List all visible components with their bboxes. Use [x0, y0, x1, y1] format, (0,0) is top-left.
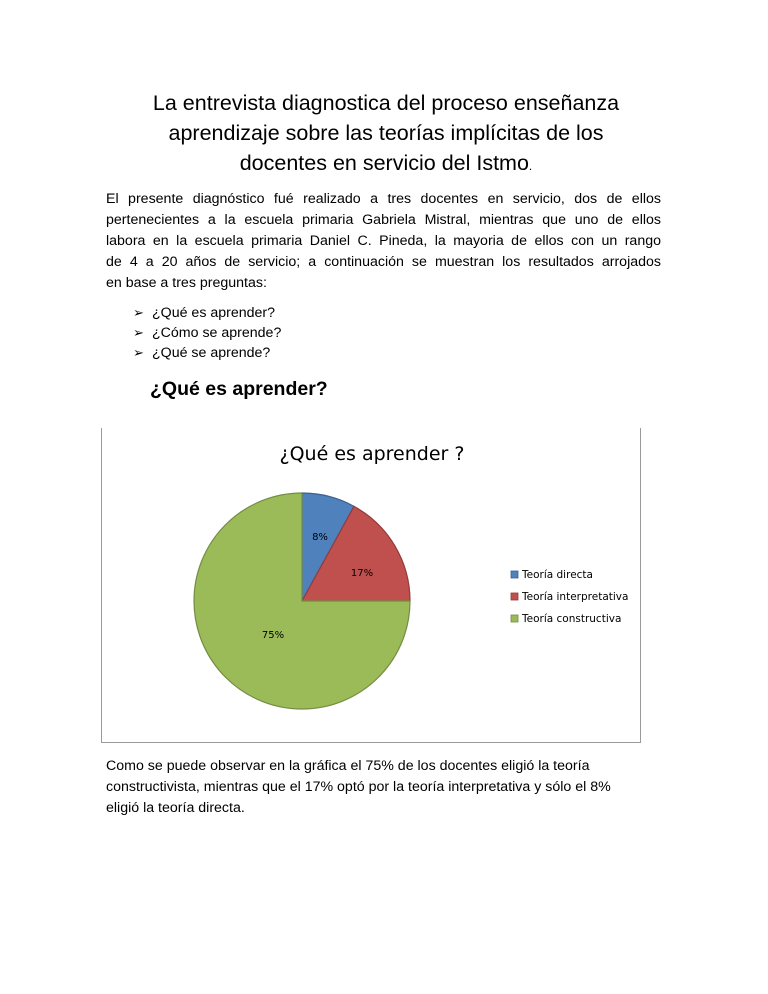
intro-line: El presente diagnóstico fué realizado a tres docentes en servicio, dos de ellos [106, 191, 661, 207]
intro-line: en base a tres preguntas: [106, 275, 267, 291]
list-item [133, 323, 281, 343]
arrow-bullet-icon: ➢ [133, 345, 144, 360]
pie-chart [102, 428, 640, 742]
question-text: ¿Cómo se aprende? [152, 325, 282, 341]
chart-title: ¿Qué es aprender ? [279, 443, 465, 465]
intro-paragraph [106, 189, 661, 294]
data-label: 8% [312, 532, 328, 543]
list-item [133, 303, 281, 323]
title-line-1: La entrevista diagnostica del proceso enseñanza [152, 91, 620, 115]
conclusion-line: constructivista, mientras que el 17% optó por la teoría interpretativa y sólo el 8% [106, 779, 611, 795]
arrow-bullet-icon: ➢ [133, 325, 144, 340]
title-line-3 [100, 148, 672, 181]
conclusion-paragraph [106, 756, 666, 819]
title-line-3-text: docentes en servicio del Istmo [239, 151, 529, 175]
legend-swatch [511, 615, 518, 622]
document-title [100, 88, 672, 181]
title-period: . [528, 159, 533, 173]
legend-entry: Teoría interpretativa [522, 591, 629, 603]
conclusion-line: eligió la teoría directa. [106, 800, 245, 816]
pie-chart-container [101, 428, 641, 743]
legend-entry: Teoría constructiva [522, 613, 622, 625]
intro-line: pertenecientes a la escuela primaria Gabriela Mistral, mientras que uno de ellos [106, 212, 661, 228]
conclusion-line: Como se puede observar en la gráfica el 75% de los docentes eligió la teoría [106, 758, 590, 774]
question-text: ¿Qué es aprender? [152, 305, 276, 321]
arrow-bullet-icon: ➢ [133, 305, 144, 320]
question-text: ¿Qué se aprende? [152, 345, 271, 361]
legend-entry: Teoría directa [522, 569, 593, 581]
legend-swatch [511, 571, 518, 578]
intro-line: de 4 a 20 años de servicio; a continuación se muestran los resultados arrojados [106, 254, 661, 270]
data-label: 75% [261, 630, 285, 641]
legend-swatch [511, 593, 518, 600]
list-item [133, 343, 281, 363]
data-label: 17% [350, 568, 374, 579]
title-line-2: aprendizaje sobre las teorías implícitas de los [168, 121, 604, 145]
section-heading: ¿Qué es aprender? [150, 378, 328, 400]
intro-line: labora en la escuela primaria Daniel C. Pineda, la mayoria de ellos con un rango [106, 233, 661, 249]
questions-list [133, 303, 281, 363]
